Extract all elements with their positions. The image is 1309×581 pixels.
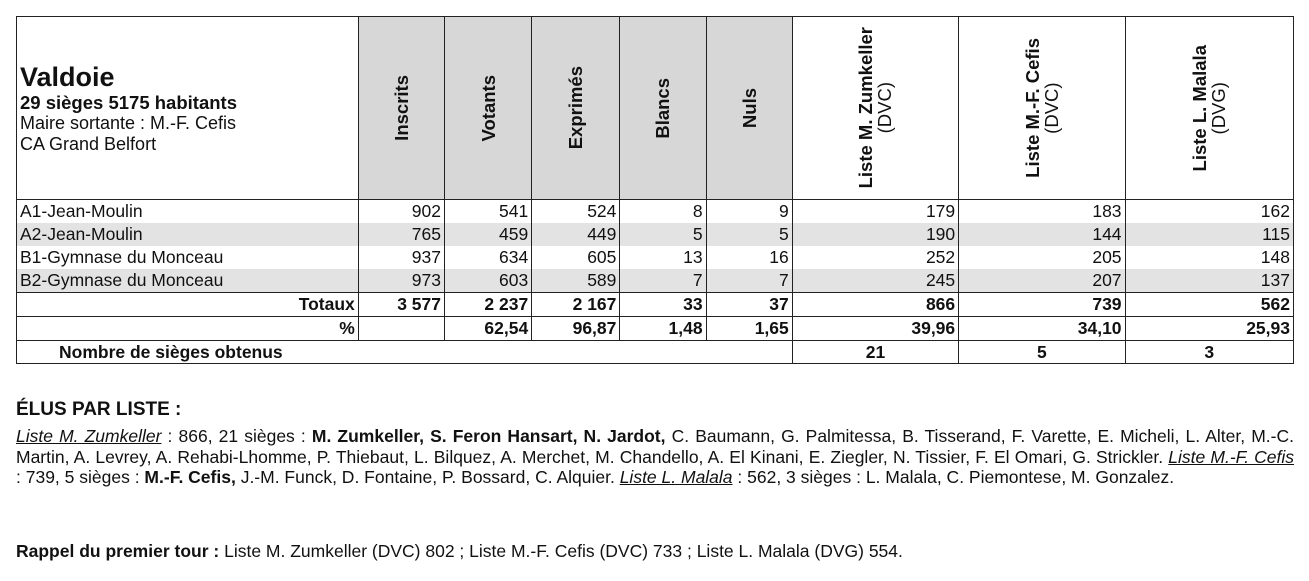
table-row: A1-Jean-Moulin 902 541 524 8 9 179 183 162: [17, 200, 1294, 224]
header-exprimes: Exprimés: [532, 17, 620, 200]
table-row: B2-Gymnase du Monceau 973 603 589 7 7 245 207 137: [17, 269, 1294, 293]
header-list-malala: Liste L. Malala (DVG): [1125, 17, 1293, 200]
table-row: A2-Jean-Moulin 765 459 449 5 5 190 144 115: [17, 223, 1294, 246]
commune-ca: CA Grand Belfort: [20, 133, 157, 154]
header-list-zumkeller: Liste M. Zumkeller (DVC): [792, 17, 958, 200]
elus-paragraph: Liste M. Zumkeller : 866, 21 sièges : M. Zumkeller, S. Feron Hansart, N. Jardot, C. Baumann, G. Palmitessa, B. Tisserand, F. Varette, E. Micheli, L. Alter, M.-C. Martin, A. Levrey, A. Rehabi-Lhomme, P. Thiebaut, L. Bilquez, A. Merchet, M. Chandello, A. El Kinani, E. Ziegler, N. Tissier, F. El Omari, G. Strickler. Liste M.-F. Cefis : 739, 5 sièges : M.-F. Cefis, J.-M. Funck, D. Fontaine, P. Bossard, C. Alquier. Liste L. Malala : 562, 3 sièges : L. Malala, C. Piemontese, M. Gonzalez.: [16, 426, 1295, 487]
rappel-premier-tour: Rappel du premier tour : Liste M. Zumkeller (DVC) 802 ; Liste M.-F. Cefis (DVC) 733 ; Liste L. Malala (DVG) 554.: [16, 541, 903, 561]
commune-seats: 29 sièges 5175 habitants: [20, 91, 237, 113]
commune-header: [17, 17, 359, 200]
header-inscrits: Inscrits: [358, 17, 444, 200]
totals-row: Totaux 3 577 2 237 2 167 33 37 866 739 562: [17, 293, 1294, 317]
header-nuls: Nuls: [706, 17, 792, 200]
header-blancs: Blancs: [620, 17, 706, 200]
elus-title: ÉLUS PAR LISTE :: [16, 399, 182, 420]
header-row: [17, 17, 1294, 200]
header-list-cefis: Liste M.-F. Cefis (DVC): [959, 17, 1125, 200]
percent-row: % 62,54 96,87 1,48 1,65 39,96 34,10 25,93: [17, 317, 1294, 341]
table-row: B1-Gymnase du Monceau 937 634 605 13 16 252 205 148: [17, 246, 1294, 269]
header-votants: Votants: [444, 17, 531, 200]
results-table: [16, 16, 1294, 364]
seats-row: Nombre de sièges obtenus 21 5 3: [17, 341, 1294, 364]
commune-mayor: Maire sortante : M.-F. Cefis: [20, 112, 237, 133]
commune-name: Valdoie: [20, 61, 115, 92]
